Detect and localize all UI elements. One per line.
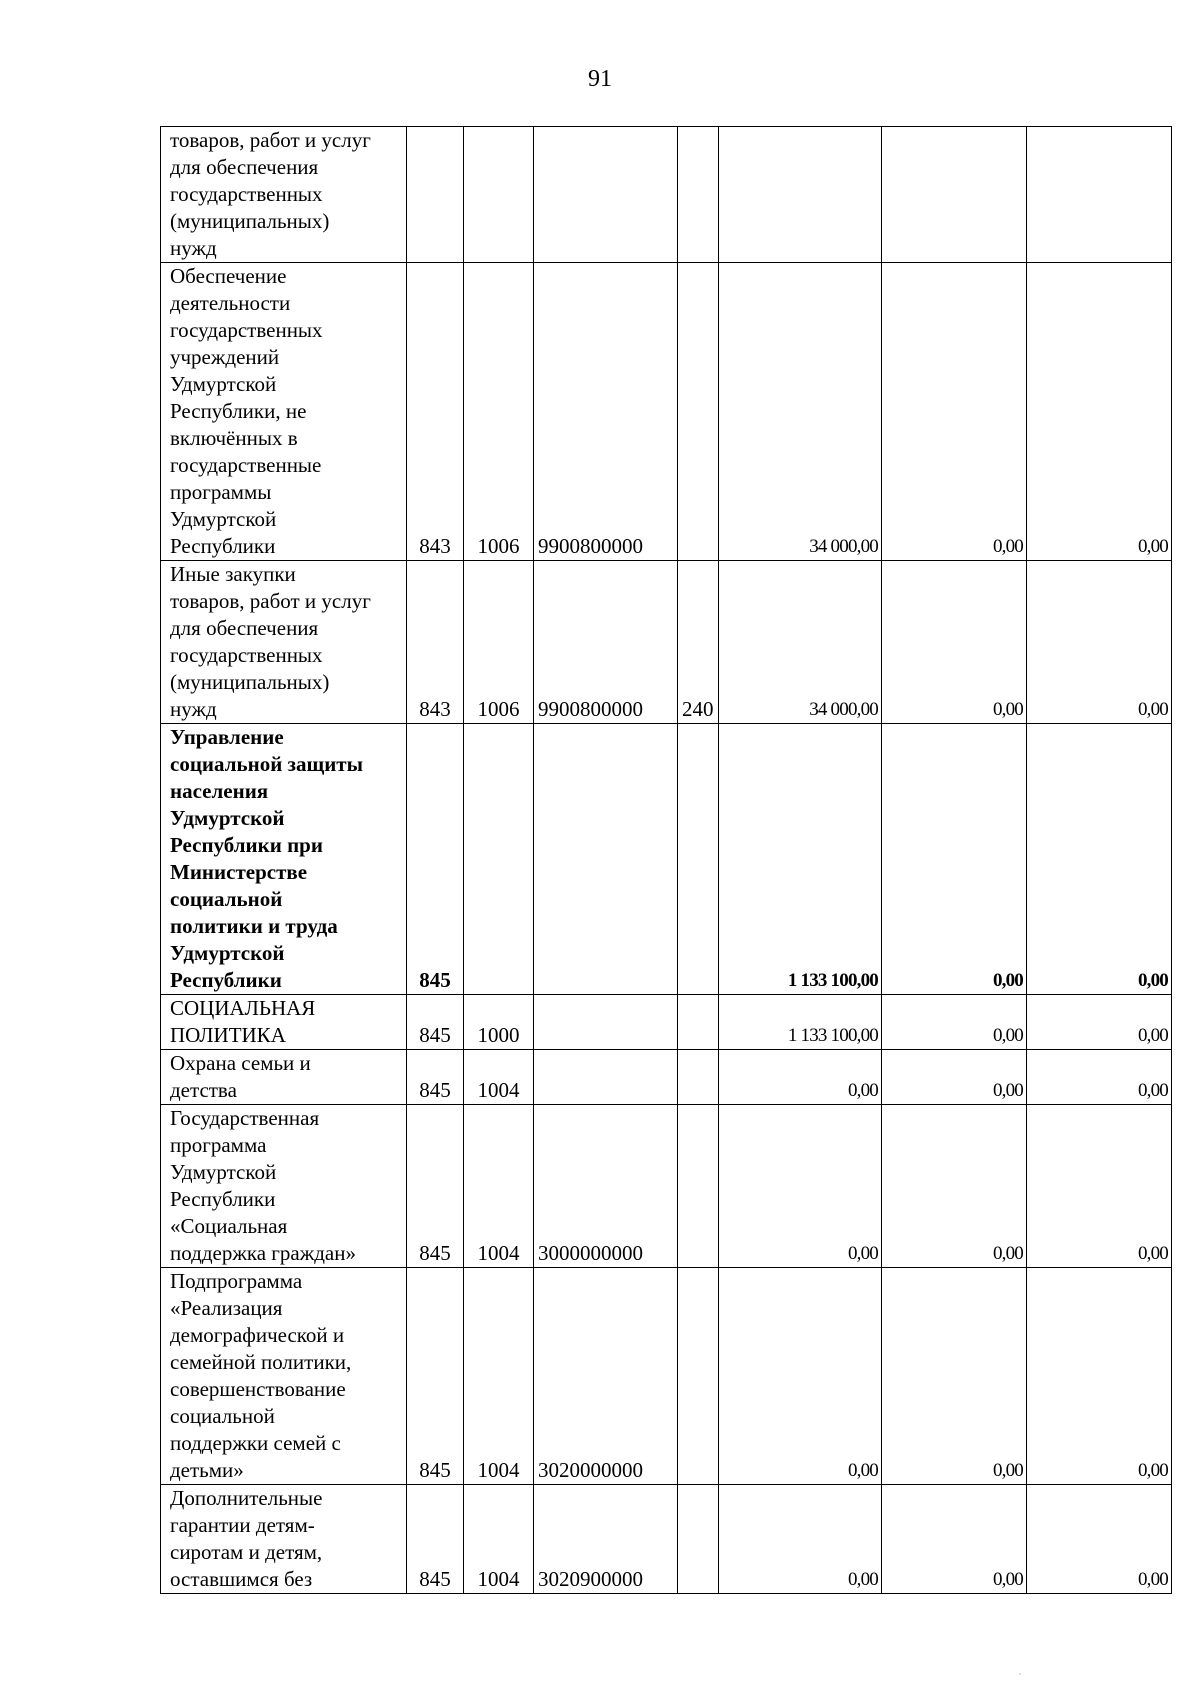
cell-expense-type bbox=[678, 995, 719, 1050]
cell-name-line: Удмуртской bbox=[170, 1160, 277, 1184]
cell-name bbox=[161, 263, 407, 561]
cell-name-line: программа bbox=[170, 1133, 267, 1157]
cell-name bbox=[161, 995, 407, 1050]
cell-ved: 845 bbox=[407, 1050, 464, 1105]
cell-ved: 845 bbox=[407, 1268, 464, 1485]
cell-name-line: поддержки семей с bbox=[170, 1431, 341, 1455]
cell-name-line: программы bbox=[170, 480, 272, 504]
cell-razdel: 1004 bbox=[464, 1050, 534, 1105]
cell-ved: 845 bbox=[407, 724, 464, 995]
cell-sum-year3: 0,00 bbox=[1027, 995, 1172, 1050]
cell-expense-type bbox=[678, 127, 719, 263]
cell-sum-year3: 0,00 bbox=[1027, 724, 1172, 995]
cell-name-line: поддержка граждан» bbox=[170, 1241, 356, 1265]
cell-name bbox=[161, 1050, 407, 1105]
cell-name-line: государственных bbox=[170, 318, 323, 342]
page-number: 91 bbox=[588, 66, 612, 92]
cell-name-line: Управление bbox=[170, 725, 284, 749]
cell-name bbox=[161, 724, 407, 995]
cell-name-line: сиротам и детям, bbox=[170, 1540, 323, 1564]
cell-name-line: для обеспечения bbox=[170, 155, 319, 179]
cell-name-line: населения bbox=[170, 779, 269, 803]
cell-name-line: Государственная bbox=[170, 1106, 320, 1130]
cell-ved: 845 bbox=[407, 1485, 464, 1594]
cell-expense-type bbox=[678, 1050, 719, 1105]
cell-expense-type bbox=[678, 1268, 719, 1485]
cell-name-line: включённых в bbox=[170, 426, 298, 450]
cell-sum-year2: 0,00 bbox=[882, 263, 1027, 561]
cell-sum-year1: 0,00 bbox=[719, 1268, 882, 1485]
cell-sum-year1: 1 133 100,00 bbox=[719, 995, 882, 1050]
cell-name-line: Удмуртской bbox=[170, 941, 285, 965]
cell-target-article: 9900800000 bbox=[534, 561, 678, 724]
table-body bbox=[161, 127, 1172, 1594]
cell-ved: 845 bbox=[407, 1105, 464, 1268]
cell-target-article bbox=[534, 1050, 678, 1105]
cell-sum-year2: 0,00 bbox=[882, 1485, 1027, 1594]
cell-sum-year1: 0,00 bbox=[719, 1050, 882, 1105]
cell-sum-year3: 0,00 bbox=[1027, 263, 1172, 561]
table-row bbox=[161, 724, 1172, 995]
cell-name-line: Республики bbox=[170, 968, 282, 992]
table-row bbox=[161, 1268, 1172, 1485]
table-row bbox=[161, 1105, 1172, 1268]
cell-name-line: детьми» bbox=[170, 1458, 244, 1482]
cell-name-line: Министерстве bbox=[170, 860, 308, 884]
cell-name-line: Республики bbox=[170, 1187, 276, 1211]
cell-sum-year2: 0,00 bbox=[882, 1105, 1027, 1268]
cell-name-line: Охрана семьи и bbox=[170, 1051, 311, 1075]
cell-sum-year2: 0,00 bbox=[882, 995, 1027, 1050]
scan-speck bbox=[1018, 1672, 1022, 1676]
cell-razdel: 1004 bbox=[464, 1268, 534, 1485]
budget-table bbox=[160, 126, 1172, 1594]
cell-sum-year3: 0,00 bbox=[1027, 1105, 1172, 1268]
cell-name-line: гарантии детям- bbox=[170, 1513, 315, 1537]
cell-name-line: деятельности bbox=[170, 291, 291, 315]
cell-name-line: ПОЛИТИКА bbox=[170, 1023, 286, 1047]
cell-name-line: политики и труда bbox=[170, 914, 338, 938]
cell-razdel bbox=[464, 724, 534, 995]
table-row bbox=[161, 1050, 1172, 1105]
cell-name-line: (муниципальных) bbox=[170, 209, 330, 233]
cell-sum-year1: 34 000,00 bbox=[719, 561, 882, 724]
cell-name-line: Иные закупки bbox=[170, 562, 296, 586]
cell-name-line: оставшимся без bbox=[170, 1567, 313, 1591]
table-row bbox=[161, 263, 1172, 561]
cell-name bbox=[161, 127, 407, 263]
cell-expense-type bbox=[678, 724, 719, 995]
cell-razdel: 1004 bbox=[464, 1485, 534, 1594]
cell-sum-year2: 0,00 bbox=[882, 1268, 1027, 1485]
cell-target-article: 9900800000 bbox=[534, 263, 678, 561]
cell-sum-year2 bbox=[882, 127, 1027, 263]
cell-sum-year2: 0,00 bbox=[882, 724, 1027, 995]
cell-name-line: нужд bbox=[170, 697, 217, 721]
cell-name-line: учреждений bbox=[170, 345, 280, 369]
cell-name bbox=[161, 1268, 407, 1485]
cell-sum-year3: 0,00 bbox=[1027, 1050, 1172, 1105]
cell-name-line: Республики, не bbox=[170, 399, 307, 423]
cell-name-line: товаров, работ и услуг bbox=[170, 589, 371, 613]
table-row bbox=[161, 1485, 1172, 1594]
cell-name-line: социальной защиты bbox=[170, 752, 364, 776]
cell-razdel: 1006 bbox=[464, 263, 534, 561]
cell-name-line: государственных bbox=[170, 182, 323, 206]
cell-sum-year1: 0,00 bbox=[719, 1105, 882, 1268]
cell-name-line: государственные bbox=[170, 453, 322, 477]
cell-name-line: Дополнительные bbox=[170, 1486, 323, 1510]
cell-name-line: социальной bbox=[170, 1404, 275, 1428]
cell-name-line: «Реализация bbox=[170, 1296, 283, 1320]
cell-sum-year2: 0,00 bbox=[882, 561, 1027, 724]
cell-name bbox=[161, 1485, 407, 1594]
cell-expense-type bbox=[678, 1485, 719, 1594]
cell-expense-type bbox=[678, 1105, 719, 1268]
cell-sum-year3: 0,00 bbox=[1027, 1268, 1172, 1485]
cell-ved: 843 bbox=[407, 263, 464, 561]
cell-sum-year3: 0,00 bbox=[1027, 561, 1172, 724]
cell-name-line: (муниципальных) bbox=[170, 670, 330, 694]
table-row bbox=[161, 561, 1172, 724]
cell-sum-year2: 0,00 bbox=[882, 1050, 1027, 1105]
cell-name-line: для обеспечения bbox=[170, 616, 319, 640]
cell-name-line: Республики при bbox=[170, 833, 323, 857]
cell-name-line: детства bbox=[170, 1078, 237, 1102]
cell-sum-year1: 34 000,00 bbox=[719, 263, 882, 561]
cell-name-line: «Социальная bbox=[170, 1214, 288, 1238]
cell-name-line: Удмуртской bbox=[170, 806, 285, 830]
cell-target-article bbox=[534, 127, 678, 263]
cell-ved: 843 bbox=[407, 561, 464, 724]
cell-ved bbox=[407, 127, 464, 263]
cell-expense-type bbox=[678, 263, 719, 561]
cell-name-line: демографической и bbox=[170, 1323, 345, 1347]
cell-name-line: государственных bbox=[170, 643, 323, 667]
cell-target-article bbox=[534, 995, 678, 1050]
cell-razdel bbox=[464, 127, 534, 263]
cell-sum-year1 bbox=[719, 127, 882, 263]
cell-target-article bbox=[534, 724, 678, 995]
cell-sum-year1: 0,00 bbox=[719, 1485, 882, 1594]
table-row bbox=[161, 995, 1172, 1050]
cell-name-line: Обеспечение bbox=[170, 264, 287, 288]
cell-name-line: Республики bbox=[170, 534, 276, 558]
cell-name bbox=[161, 1105, 407, 1268]
cell-name-line: Удмуртской bbox=[170, 507, 277, 531]
cell-sum-year3 bbox=[1027, 127, 1172, 263]
cell-target-article: 3020900000 bbox=[534, 1485, 678, 1594]
cell-name-line: Подпрограмма bbox=[170, 1269, 303, 1293]
cell-name-line: нужд bbox=[170, 236, 217, 260]
cell-name-line: совершенствование bbox=[170, 1377, 346, 1401]
cell-name-line: Удмуртской bbox=[170, 372, 277, 396]
cell-name-line: социальной bbox=[170, 887, 283, 911]
cell-sum-year3: 0,00 bbox=[1027, 1485, 1172, 1594]
cell-target-article: 3000000000 bbox=[534, 1105, 678, 1268]
cell-razdel: 1006 bbox=[464, 561, 534, 724]
cell-name-line: семейной политики, bbox=[170, 1350, 352, 1374]
cell-name-line: СОЦИАЛЬНАЯ bbox=[170, 996, 316, 1020]
cell-name bbox=[161, 561, 407, 724]
cell-razdel: 1000 bbox=[464, 995, 534, 1050]
cell-expense-type: 240 bbox=[678, 561, 719, 724]
cell-target-article: 3020000000 bbox=[534, 1268, 678, 1485]
cell-ved: 845 bbox=[407, 995, 464, 1050]
table-row bbox=[161, 127, 1172, 263]
cell-name-line: товаров, работ и услуг bbox=[170, 128, 371, 152]
cell-razdel: 1004 bbox=[464, 1105, 534, 1268]
cell-sum-year1: 1 133 100,00 bbox=[719, 724, 882, 995]
